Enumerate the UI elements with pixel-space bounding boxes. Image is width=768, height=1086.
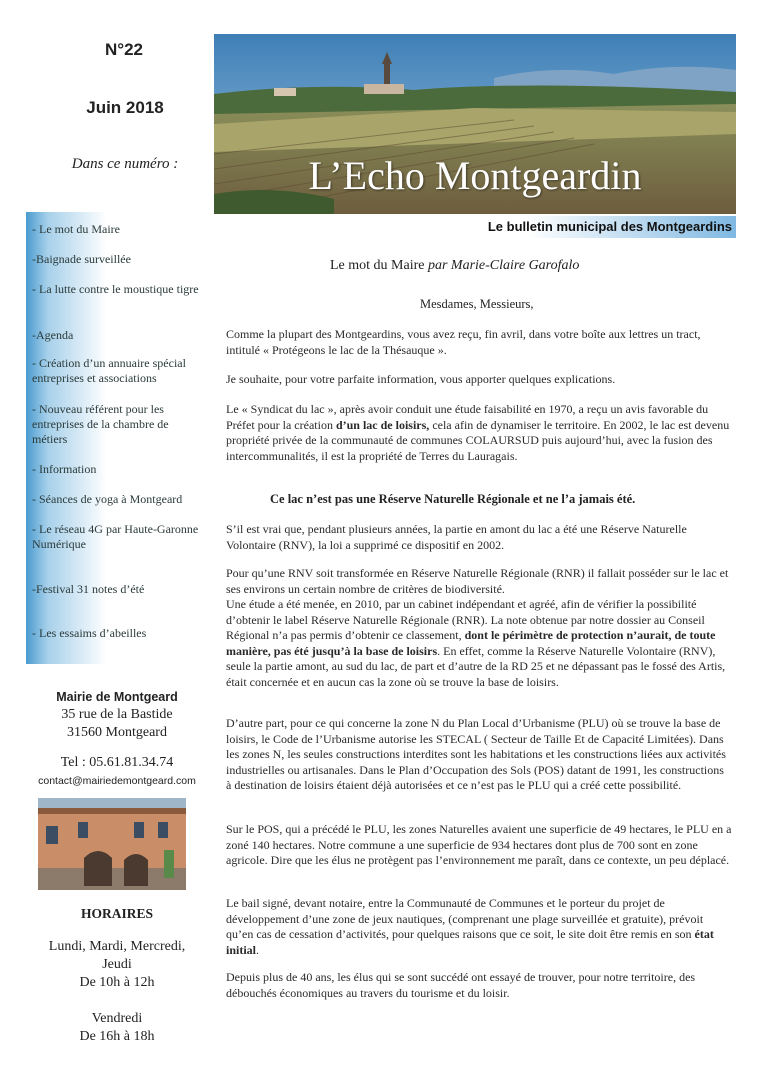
phone-number: Tel : 05.61.81.34.74 (60, 755, 174, 770)
article-author: par Marie-Claire Garofalo (427, 258, 580, 273)
hours-time: De 10h à 12h (79, 975, 155, 990)
issue-date: Juin 2018 (86, 98, 164, 117)
toc-item: - Le réseau 4G par Haute-Garonne Numérique (32, 522, 199, 551)
newsletter-title: L’Echo Montgeardin (308, 153, 642, 198)
toc-item: -Baignade surveillée (32, 252, 131, 266)
greeting: Mesdames, Messieurs, (420, 297, 534, 311)
paragraph-4: S’il est vrai que, pendant plusieurs années, la partie en amont du lac a été une Réserve Naturelle Volontaire (RNV), la loi a supprimé ce dispositif en 2002. (226, 522, 687, 552)
hours-days-cont: Jeudi (102, 957, 132, 972)
toc-item: - Information (32, 462, 97, 476)
subtitle-bar (214, 216, 736, 238)
hours-heading: HORAIRES (80, 906, 153, 921)
article-heading-text: Le mot du Maire (330, 258, 428, 273)
paragraph-6: D’autre part, pour ce qui concerne la zone N du Plan Local d’Urbanisme (PLU) où se trouve la base de loisirs, le Code de l’Urbanisme autorise les STECAL ( Secteur de Taille Et de Capacité Limitées). Dans les zones N, les seules constructions interdites sont les habitations et les constructions liées aux activités industrielles ou artisanales. Dans le Plan d’Occupation des Sols (POS) datant de 1991, les constructions à destination de loisirs étaient déjà autorisées et ce n’est pas le PLU qui a créé cette possibilité. (226, 716, 726, 792)
emphasis: d’un lac de loisirs, (335, 417, 430, 432)
issue-number: N°22 (105, 40, 143, 59)
toc-item: - Les essaims d’abeilles (32, 626, 147, 640)
toc-item: - Création d’un annuaire spécial entreprises et associations (32, 356, 186, 385)
paragraph-7: Sur le POS, qui a précédé le PLU, les zones Naturelles avaient une superficie de 49 hectares, le PLU en a zoné 140 hectares. Notre commune a une superficie de 934 hectares dont plus de 700 sont en zone agricole. Dire que les élus ne protègent pas l’environnement me paraît, dans ce contexte, un peu déplacé. (226, 822, 732, 867)
email-address: contact@mairiedemontgeard.com (38, 775, 196, 787)
paragraph-1: Comme la plupart des Montgeardins, vous avez reçu, fin avril, dans votre boîte aux lettres un tract, intitulé « Protégeons le lac de la Thésauque ». (226, 327, 701, 357)
article-heading (330, 258, 579, 274)
contact-block (26, 688, 208, 790)
table-of-contents (26, 212, 206, 664)
emphasis: dont le périmètre de protection n’aurait, de toute manière, pas été jusqu’à la base de loisirs (226, 628, 716, 658)
paragraph-3: Le « Syndicat du lac », après avoir conduit une étude faisabilité en 1970, a reçu un avis favorable du Préfet pour la création d’un lac de loisirs, cela afin de dynamiser le territoire. En 2002, le lac est devenu propriété privée de la communauté de communes COLAURSUD puis aujourd’hui, avec la fusion des intercommunalités, il est la propriété de Terres du Lauragais. (226, 402, 730, 463)
address-city: 31560 Montgeard (67, 725, 167, 740)
toc-item: -Festival 31 notes d’été (32, 582, 145, 596)
toc-item: - Séances de yoga à Montgeard (32, 492, 183, 506)
hours-friday: Vendredi (91, 1011, 143, 1026)
mairie-name: Mairie de Montgeard (56, 690, 178, 704)
paragraph-5: Pour qu’une RNV soit transformée en Réserve Naturelle Régionale (RNR) il fallait posséder sur le lac et ses environs un certain nombre de critères de biodiversité. Une étude a été menée, en 2010, par un cabinet indépendant et agréé, afin de vérifier la possibilité d’obtenir le label Réserve Naturelle Régionale (RNR). La note obtenue par notre dossier au Conseil Régional n’a pas permis d’obtenir ce classement, dont le périmètre de protection n’aurait, de toute manière, pas été jusqu’à la base de loisirs. En effet, comme la Réserve Naturelle Volontaire (RNV), seule la partie amont, au sud du lac, de part et d’autre de la RD 25 et ne dépassant pas le fossé des Artis, était concernée et en aucun cas la zone où se trouve la base de loisirs. (226, 566, 729, 689)
masthead-banner (214, 34, 736, 214)
in-this-issue-label: Dans ce numéro : (71, 156, 179, 172)
toc-item: - Nouveau référent pour les entreprises de la chambre de métiers (32, 402, 169, 446)
newsletter-subtitle: Le bulletin municipal des Montgeardins (487, 219, 732, 234)
hours-friday-time: De 16h à 18h (79, 1029, 155, 1044)
address-street: 35 rue de la Bastide (61, 707, 173, 722)
paragraph-2: Je souhaite, pour votre parfaite information, vous apporter quelques explications. (226, 372, 616, 386)
emphasis: état initial (226, 927, 714, 957)
paragraph-8: Le bail signé, devant notaire, entre la Communauté de Communes et le porteur du projet de développement d’une zone de jeux nautiques, (comprenant une plage surveillée et gratuite), prévoit qu’en cas de cessation d’activités, pour quelques raisons que ce soit, le site doit être remis en son état initial. (226, 896, 714, 957)
section-heading: Ce lac n’est pas une Réserve Naturelle Régionale et ne l’a jamais été. (270, 492, 636, 506)
toc-item: -Agenda (32, 328, 74, 342)
toc-item: - La lutte contre le moustique tigre (32, 282, 199, 296)
hours-days: Lundi, Mardi, Mercredi, (48, 939, 186, 954)
paragraph-9: Depuis plus de 40 ans, les élus qui se sont succédé ont essayé de trouver, pour notre territoire, des débouchés économiques au travers du tourisme et du loisir. (226, 970, 696, 1000)
opening-hours (26, 938, 208, 1046)
toc-item: - Le mot du Maire (32, 222, 120, 236)
mairie-photo (38, 798, 186, 890)
